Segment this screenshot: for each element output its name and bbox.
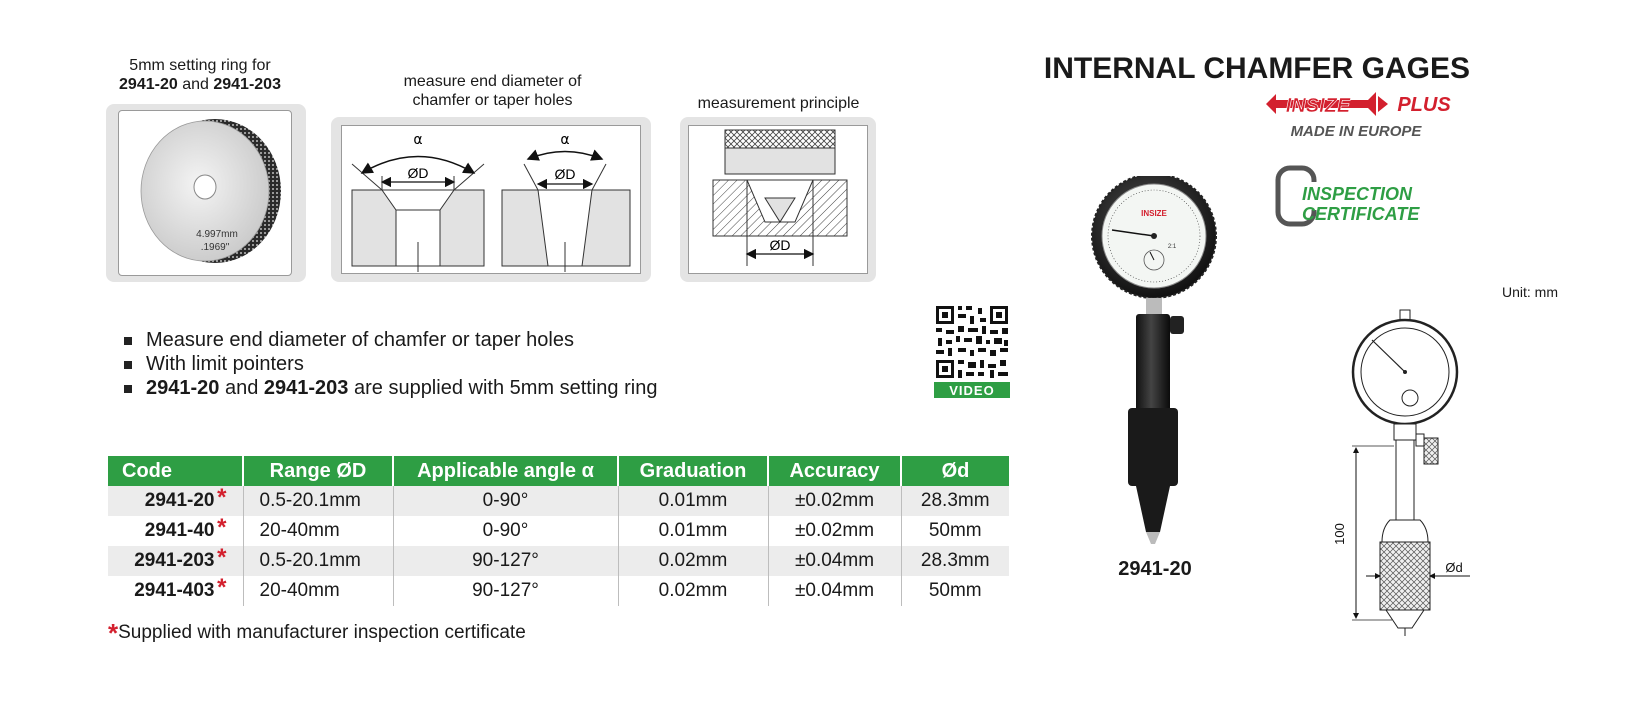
- unit-label: Unit: mm: [1502, 284, 1558, 300]
- cell-accuracy: ±0.04mm: [768, 546, 901, 576]
- header-graduation: Graduation: [618, 456, 768, 486]
- cell-range: 0.5-20.1mm: [243, 546, 393, 576]
- cell-range: 20-40mm: [243, 516, 393, 546]
- setting-ring-panel: [106, 104, 306, 282]
- ring-code-a: 2941-20: [119, 76, 178, 93]
- setting-ring-caption-line2: [100, 75, 300, 94]
- product-photo: [1080, 176, 1230, 546]
- code-text: 2941-20: [144, 490, 215, 511]
- alpha-label-right: α: [560, 132, 570, 148]
- video-qr-code[interactable]: [934, 304, 1010, 398]
- od-label-right: ØD: [554, 166, 576, 182]
- measure-caption-line1: measure end diameter of: [403, 73, 582, 90]
- measure-diagram-panel: [331, 117, 651, 282]
- principle-caption: measurement principle: [697, 95, 860, 112]
- setting-ring-frame: [118, 110, 292, 276]
- height-dimension: 100: [1332, 523, 1347, 545]
- principle-diagram: [689, 126, 869, 275]
- qr-code-icon: [934, 304, 1010, 398]
- cell-code: [108, 486, 243, 516]
- principle-diagram-frame: [688, 125, 868, 274]
- footnote-star: *: [108, 618, 119, 648]
- star-mark: *: [217, 544, 227, 571]
- feature-text: Measure end diameter of chamfer or taper holes: [146, 329, 574, 351]
- setting-ring-image: [119, 111, 293, 277]
- ring-and: and: [177, 76, 214, 93]
- code-text: 2941-403: [134, 580, 215, 601]
- cell-accuracy: ±0.02mm: [768, 486, 901, 516]
- cell-accuracy: ±0.02mm: [768, 516, 901, 546]
- footnote: [108, 614, 526, 648]
- cell-accuracy: ±0.04mm: [768, 576, 901, 606]
- product-code-label: 2941-20: [1118, 558, 1192, 580]
- feature-item: [124, 376, 657, 400]
- cell-graduation: 0.01mm: [618, 486, 768, 516]
- brand-plus: PLUS: [1397, 94, 1451, 116]
- table-row: [108, 516, 1009, 546]
- cell-angle: 90-127°: [393, 546, 618, 576]
- feature-list: [124, 328, 657, 400]
- cell-angle: 0-90°: [393, 516, 618, 546]
- star-mark: *: [217, 514, 227, 541]
- dial-gage-image: [1080, 176, 1230, 546]
- cell-graduation: 0.02mm: [618, 576, 768, 606]
- dial-brand: INSIZE: [1141, 209, 1167, 218]
- setting-ring-caption-line1: 5mm setting ring for: [129, 57, 271, 74]
- cell-code: [108, 546, 243, 576]
- certificate-icon: [1274, 164, 1470, 230]
- feature-code-a: 2941-20: [146, 377, 220, 399]
- header-angle: Applicable angle α: [393, 456, 618, 486]
- header-range: Range ØD: [243, 456, 393, 486]
- certificate-line1: INSPECTION: [1302, 184, 1413, 204]
- measure-diagram: [342, 126, 642, 275]
- cell-od: 50mm: [928, 580, 982, 601]
- dial-ratio: 2:1: [1167, 244, 1177, 250]
- ring-value-in: .1969": [200, 242, 230, 253]
- cell-range: 20-40mm: [243, 576, 393, 606]
- cell-od: 28.3mm: [901, 546, 1009, 576]
- brand-origin: MADE IN EUROPE: [1290, 123, 1422, 140]
- alpha-label-left: α: [413, 132, 423, 148]
- code-text: 2941-40: [144, 520, 215, 541]
- header-od: Ød: [901, 456, 1009, 486]
- cell-code: [108, 516, 243, 546]
- measure-diagram-frame: [341, 125, 641, 274]
- gage-drawing: [1330, 306, 1510, 636]
- feature-code-b: 2941-203: [263, 377, 349, 399]
- feature-and: and: [219, 377, 264, 399]
- insize-logo-image: [1258, 88, 1468, 142]
- od-label-principle: ØD: [769, 237, 791, 253]
- footnote-text: Supplied with manufacturer inspection certificate: [118, 622, 526, 643]
- measure-caption-line2: chamfer or taper holes: [412, 92, 573, 109]
- inspection-certificate-badge: [1274, 164, 1470, 230]
- header-accuracy: Accuracy: [768, 456, 901, 486]
- table-row: [108, 576, 1009, 606]
- feature-item: [124, 328, 657, 352]
- code-text: 2941-203: [134, 550, 215, 571]
- feature-text: With limit pointers: [146, 353, 304, 375]
- ring-code-b: 2941-203: [213, 76, 281, 93]
- spec-table: [108, 456, 1009, 606]
- ring-value-mm: 4.997mm: [196, 229, 238, 240]
- table-row: [108, 546, 1009, 576]
- certificate-line2: CERTIFICATE: [1302, 204, 1420, 224]
- star-mark: *: [217, 574, 227, 601]
- cell-range: 0.5-20.1mm: [243, 486, 393, 516]
- dimension-drawing: [1330, 306, 1510, 636]
- insize-plus-logo: [1258, 88, 1468, 142]
- page-title: INTERNAL CHAMFER GAGES: [1043, 52, 1470, 85]
- cell-graduation: 0.01mm: [618, 516, 768, 546]
- cell-od: 50mm: [928, 520, 982, 541]
- cell-od: 28.3mm: [901, 486, 1009, 516]
- brand-name: INSIZE: [1285, 95, 1351, 117]
- table-header-row: [108, 456, 1009, 486]
- feature-item: [124, 352, 657, 376]
- header-code: Code: [108, 456, 243, 486]
- od-label-left: ØD: [407, 165, 429, 181]
- table-row: [108, 486, 1009, 516]
- cell-angle: 0-90°: [393, 486, 618, 516]
- setting-ring-caption: [100, 56, 300, 94]
- od-dimension: Ød: [1445, 560, 1463, 575]
- measure-caption: [340, 72, 645, 110]
- feature-rest: are supplied with 5mm setting ring: [348, 377, 658, 399]
- cell-code: [108, 576, 243, 606]
- star-mark: *: [217, 484, 227, 511]
- cell-angle: 90-127°: [393, 576, 618, 606]
- cell-graduation: 0.02mm: [618, 546, 768, 576]
- qr-label: VIDEO: [949, 383, 995, 398]
- principle-diagram-panel: [680, 117, 876, 282]
